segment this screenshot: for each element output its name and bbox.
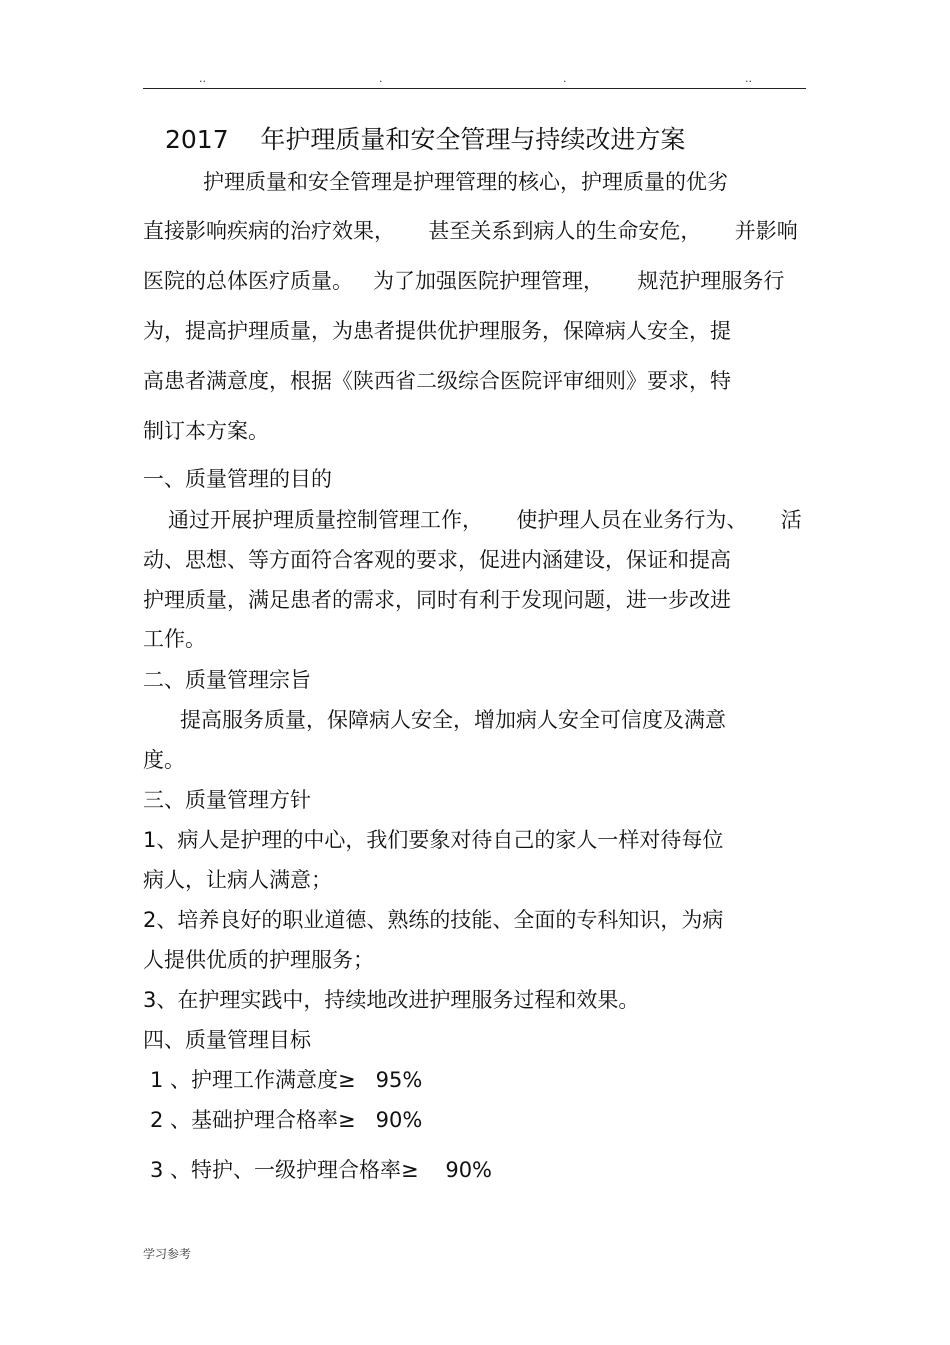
paragraph-line: 通过开展护理质量控制管理工作， 使护理人员在业务行为、 活 bbox=[168, 508, 802, 532]
footer-text: 学习参考 bbox=[143, 1247, 192, 1261]
list-item: 2 、基础护理合格率≥ 90% bbox=[150, 1108, 423, 1132]
paragraph-line: 直接影响疾病的治疗效果， 甚至关系到病人的生命安危， 并影响 bbox=[143, 219, 798, 243]
paragraph-line: 度。 bbox=[143, 748, 185, 772]
paragraph-line: 护理质量，满足患者的需求，同时有利于发现问题，进一步改进 bbox=[143, 588, 731, 612]
paragraph-line: 高患者满意度，根据《陕西省二级综合医院评审细则》要求，特 bbox=[143, 369, 731, 393]
paragraph-line: 提高服务质量，保障病人安全，增加病人安全可信度及满意 bbox=[180, 708, 726, 732]
header-rule bbox=[143, 88, 806, 89]
list-item: 2、培养良好的职业道德、熟练的技能、全面的专科知识，为病 bbox=[143, 908, 724, 932]
paragraph-line: 护理质量和安全管理是护理管理的核心，护理质量的优劣 bbox=[203, 170, 728, 194]
section-heading: 一、质量管理的目的 bbox=[143, 467, 332, 491]
list-item: 3、在护理实践中，持续地改进护理服务过程和效果。 bbox=[143, 988, 640, 1012]
header-mark: . bbox=[563, 72, 567, 85]
paragraph-line: 工作。 bbox=[143, 627, 206, 651]
paragraph-line: 动、思想、等方面符合客观的要求，促进内涵建设，保证和提高 bbox=[143, 548, 731, 572]
document-title: 2017 年护理质量和安全管理与持续改进方案 bbox=[165, 125, 686, 154]
paragraph-line: 医院的总体医疗质量。 为了加强医院护理管理， 规范护理服务行 bbox=[143, 269, 785, 293]
header-mark: .. bbox=[199, 72, 206, 85]
paragraph-line: 为，提高护理质量，为患者提供优护理服务，保障病人安全，提 bbox=[143, 319, 731, 343]
list-item: 病人，让病人满意； bbox=[143, 868, 332, 892]
header-mark: .. bbox=[745, 72, 752, 85]
header-mark: . bbox=[379, 72, 383, 85]
list-item: 人提供优质的护理服务； bbox=[143, 948, 374, 972]
list-item: 3 、特护、一级护理合格率≥ 90% bbox=[150, 1158, 493, 1182]
list-item: 1、病人是护理的中心，我们要象对待自己的家人一样对待每位 bbox=[143, 828, 724, 852]
section-heading: 二、质量管理宗旨 bbox=[143, 668, 311, 692]
section-heading: 四、质量管理目标 bbox=[143, 1028, 311, 1052]
paragraph-line: 制订本方案。 bbox=[143, 419, 269, 443]
list-item: 1 、护理工作满意度≥ 95% bbox=[150, 1068, 423, 1092]
section-heading: 三、质量管理方针 bbox=[143, 788, 311, 812]
